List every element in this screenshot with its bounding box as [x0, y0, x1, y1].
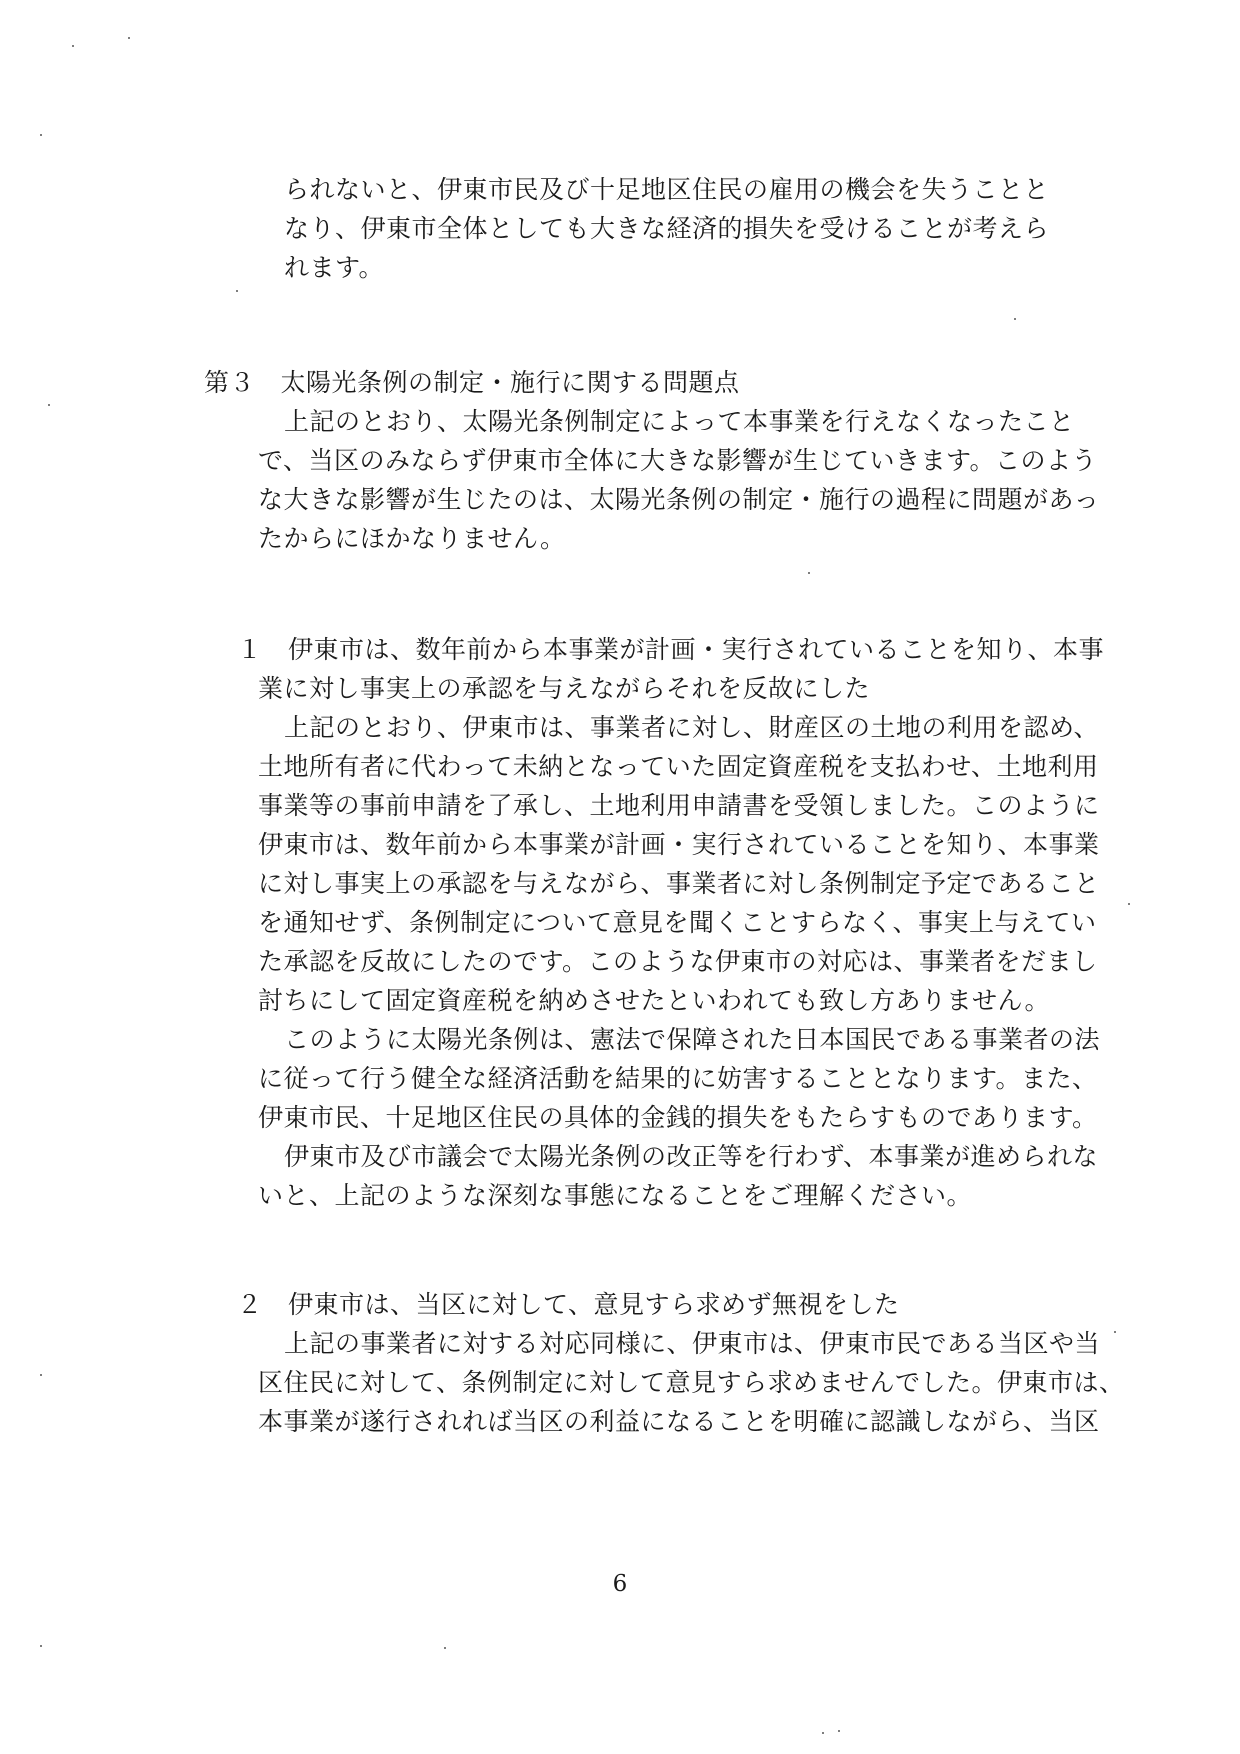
- text-line: 事業等の事前申請を了承し、土地利用申請書を受領しました。このように: [258, 791, 1100, 820]
- text-line: た承認を反故にしたのです。このような伊東市の対応は、事業者をだまし: [258, 947, 1098, 976]
- scan-speck: [40, 1374, 42, 1376]
- text-line: で、当区のみならず伊東市全体に大きな影響が生じていきます。このよう: [258, 446, 1098, 475]
- text-line: 伊東市及び市議会で太陽光条例の改正等を行わず、本事業が進められな: [284, 1142, 1099, 1171]
- scan-speck: [40, 1645, 42, 1647]
- scan-speck: [808, 572, 810, 574]
- text-line: な大きな影響が生じたのは、太陽光条例の制定・施行の過程に問題があっ: [258, 485, 1100, 514]
- text-line: に対し事実上の承認を与えながら、事業者に対し条例制定予定であること: [258, 869, 1100, 898]
- scan-speck: [444, 1647, 446, 1649]
- section-heading: 第３ 太陽光条例の制定・施行に関する問題点: [204, 368, 740, 397]
- scan-speck: [72, 45, 74, 47]
- text-line: られないと、伊東市民及び十足地区住民の雇用の機会を失うことと: [284, 175, 1050, 204]
- text-line: れます。: [284, 253, 385, 282]
- text-line: 区住民に対して、条例制定に対して意見すら求めませんでした。伊東市は、: [258, 1368, 1125, 1397]
- text-line: このように太陽光条例は、憲法で保障された日本国民である事業者の法: [284, 1025, 1101, 1054]
- subsection-heading-cont: 業に対し事実上の承認を与えながらそれを反故にした: [258, 674, 871, 703]
- scan-speck: [822, 1732, 824, 1734]
- scan-speck: [1128, 903, 1130, 905]
- text-line: 討ちにして固定資産税を納めさせたといわれても致し方ありません。: [258, 986, 1051, 1015]
- text-line: 伊東市民、十足地区住民の具体的金銭的損失をもたらすものであります。: [258, 1103, 1098, 1132]
- text-line: 上記のとおり、太陽光条例制定によって本事業を行えなくなったこと: [284, 407, 1075, 436]
- scan-speck: [1114, 1331, 1116, 1333]
- page-number: 6: [612, 1571, 628, 1597]
- text-line: たからにほかなりません。: [258, 524, 566, 553]
- scan-speck: [48, 404, 50, 406]
- text-line: なり、伊東市全体としても大きな経済的損失を受けることが考えら: [284, 214, 1050, 243]
- scan-speck: [838, 1730, 840, 1732]
- text-line: 土地所有者に代わって未納となっていた固定資産税を支払わせ、土地利用: [258, 752, 1099, 781]
- text-line: いと、上記のような深刻な事態になることをご理解ください。: [258, 1181, 973, 1210]
- text-line: 伊東市は、数年前から本事業が計画・実行されていることを知り、本事業: [258, 830, 1100, 859]
- subsection-heading: １ 伊東市は、数年前から本事業が計画・実行されていることを知り、本事: [237, 635, 1105, 664]
- scan-speck: [128, 37, 130, 39]
- scan-speck: [236, 290, 238, 292]
- text-line: 上記の事業者に対する対応同様に、伊東市は、伊東市民である当区や当: [284, 1329, 1101, 1358]
- subsection-heading: ２ 伊東市は、当区に対して、意見すら求めず無視をした: [237, 1290, 900, 1319]
- scan-speck: [40, 134, 42, 136]
- text-line: に従って行う健全な経済活動を結果的に妨害することとなります。また、: [258, 1064, 1098, 1093]
- text-line: 本事業が遂行されれば当区の利益になることを明確に認識しながら、当区: [258, 1407, 1100, 1436]
- text-line: を通知せず、条例制定について意見を聞くことすらなく、事実上与えてい: [258, 908, 1097, 937]
- scan-speck: [1014, 318, 1016, 320]
- text-line: 上記のとおり、伊東市は、事業者に対し、財産区の土地の利用を認め、: [284, 713, 1100, 742]
